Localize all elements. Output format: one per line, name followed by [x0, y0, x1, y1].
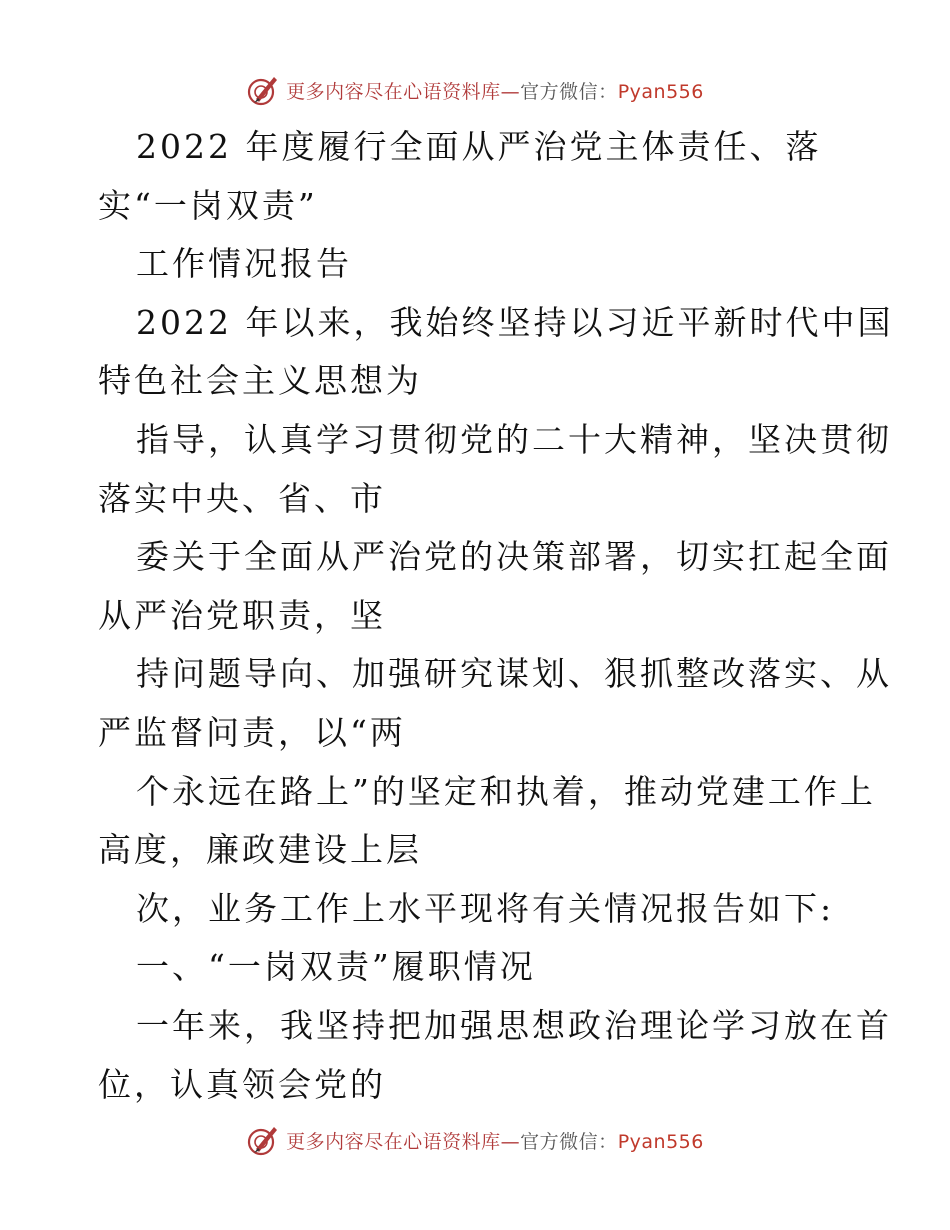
text-line: 指导，认真学习贯彻党的二十大精神，坚决贯彻	[136, 419, 892, 459]
footer-watermark-inner	[246, 1123, 704, 1157]
watermark-text	[286, 1127, 704, 1154]
watermark-text	[286, 77, 704, 104]
text-line: 高度，廉政建设上层	[98, 830, 422, 870]
text-line: 次，业务工作上水平现将有关情况报告如下:	[136, 888, 835, 928]
text-line: 特色社会主义思想为	[98, 361, 422, 401]
watermark-main-text: 更多内容尽在心语资料库	[286, 1130, 501, 1153]
text-line: 位，认真领会党的	[98, 1064, 386, 1104]
pen-nib-logo-icon	[246, 1123, 280, 1157]
text-line: 从严治党职责，坚	[98, 595, 386, 635]
watermark-dash: —	[500, 1130, 521, 1153]
text-line: 2022 年以来，我始终坚持以习近平新时代中国	[136, 302, 894, 342]
text-line: 一年来，我坚持把加强思想政治理论学习放在首	[136, 1005, 892, 1045]
text-line: 持问题导向、加强研究谋划、狠抓整改落实、从	[136, 654, 892, 694]
text-line: 2022 年度履行全面从严治党主体责任、落	[136, 127, 822, 166]
watermark-wechat-id: Pyan556	[617, 1130, 704, 1153]
text-line: 实“一岗双责”	[98, 185, 318, 225]
watermark-wechat-id: Pyan556	[617, 80, 704, 103]
watermark-tail-text: 官方微信：	[520, 80, 618, 103]
text-line: 委关于全面从严治党的决策部署，切实扛起全面	[136, 537, 892, 577]
text-line: 落实中央、省、市	[98, 478, 386, 518]
header-watermark	[0, 70, 950, 110]
text-line: 一、“一岗双责”履职情况	[136, 947, 536, 987]
text-line: 个永远在路上”的坚定和执着，推动党建工作上	[136, 771, 876, 811]
document-body	[98, 118, 894, 1114]
header-watermark-inner	[246, 73, 704, 107]
watermark-tail-text: 官方微信：	[520, 1130, 618, 1153]
footer-watermark	[0, 1120, 950, 1160]
text-line: 严监督问责，以“两	[98, 712, 406, 752]
watermark-dash: —	[500, 80, 521, 103]
pen-nib-logo-icon	[246, 73, 280, 107]
text-line: 工作情况报告	[136, 244, 352, 284]
watermark-main-text: 更多内容尽在心语资料库	[286, 80, 501, 103]
